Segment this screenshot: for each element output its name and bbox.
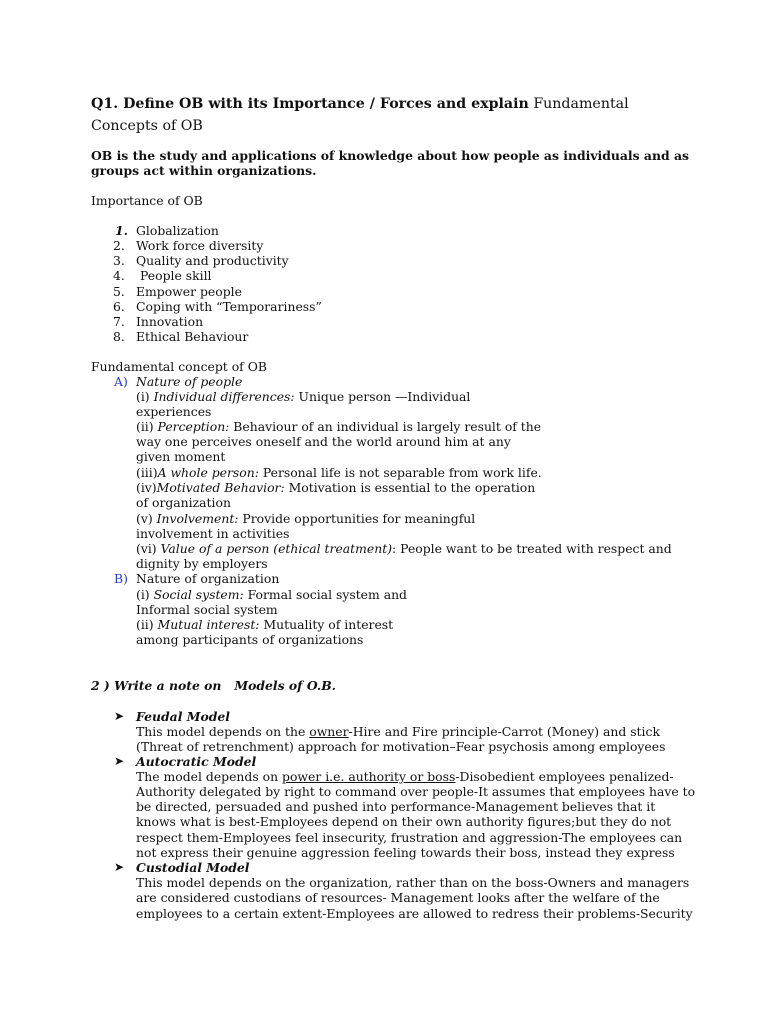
q2-title-part: 2 ) Write a note on: [91, 678, 222, 693]
item-term: Social system:: [153, 587, 244, 602]
list-number: 5.: [113, 284, 125, 299]
list-item: Coping with “Temporariness”: [136, 299, 322, 314]
concept-item-continuation: experiences: [136, 404, 212, 419]
importance-heading: Importance of OB: [91, 193, 203, 208]
concept-item-perception: [136, 419, 541, 434]
concept-item-continuation: dignity by employers: [136, 556, 268, 571]
custodial-model-title: Custodial Model: [136, 860, 250, 875]
q1-title-line2: Concepts of OB: [91, 118, 203, 134]
autocratic-model-line2: Authority delegated by right to command over people-It assumes that employees have to: [136, 784, 696, 799]
q1-title-rest: Fundamental: [533, 96, 629, 112]
item-text: Motivation is essential to the operation: [284, 480, 536, 495]
section-b-title: Nature of organization: [136, 571, 280, 586]
concept-item-value-of-person: [136, 541, 672, 556]
q2-title: [91, 678, 336, 693]
concept-item-social-system: [136, 587, 407, 602]
concept-item-continuation: among participants of organizations: [136, 632, 364, 647]
concept-item-motivated-behavior: [136, 480, 535, 495]
item-text: Formal social system and: [243, 587, 407, 602]
item-term: Mutual interest:: [157, 617, 260, 632]
item-number: (vi): [136, 541, 157, 556]
autocratic-model-line5: respect them-Employees feel insecurity, frustration and aggression-The employees can: [136, 830, 683, 845]
item-text: Unique person —Individual: [294, 389, 471, 404]
list-item: Quality and productivity: [136, 253, 289, 268]
autocratic-model-line3: be directed, persuaded and pushed into performance-Management believes that it: [136, 799, 656, 814]
list-number: 6.: [113, 299, 125, 314]
item-number: (v): [136, 511, 153, 526]
list-number: 4.: [113, 268, 125, 283]
item-term: Perception:: [157, 419, 230, 434]
item-number: (ii): [136, 617, 154, 632]
concept-item-whole-person: [136, 465, 542, 480]
list-number: 3.: [113, 253, 125, 268]
concept-item-individual-differences: [136, 389, 470, 404]
item-number: (i): [136, 389, 150, 404]
item-term: Value of a person (ethical treatment): [160, 541, 393, 556]
section-letter-a: A): [114, 374, 128, 389]
concept-item-continuation: way one perceives oneself and the world around him at any: [136, 434, 511, 449]
custodial-model-line2: are considered custodians of resources- Management looks after the welfare of the: [136, 890, 660, 905]
ob-definition-line1: OB is the study and applications of knowledge about how people as individuals and as: [91, 148, 689, 163]
autocratic-model-title: Autocratic Model: [136, 754, 257, 769]
list-item: Empower people: [136, 284, 242, 299]
item-term: Involvement:: [156, 511, 239, 526]
feudal-model-title: Feudal Model: [136, 709, 230, 724]
item-text: Provide opportunities for meaningful: [238, 511, 476, 526]
ob-definition-line2: groups act within organizations.: [91, 163, 317, 178]
list-item: People skill: [140, 268, 212, 283]
custodial-model-line3: employees to a certain extent-Employees are allowed to redress their problems-Security: [136, 906, 693, 921]
arrow-bullet-icon: ➤: [114, 754, 125, 768]
feudal-model-line2: (Threat of retrenchment) approach for motivation–Fear psychosis among employees: [136, 739, 666, 754]
q1-title-bold: Q1. Define OB with its Importance / Forces and explain: [91, 96, 529, 112]
section-a-title: Nature of people: [136, 374, 243, 389]
q2-title-part: Models of O.B.: [234, 678, 336, 693]
fundamental-heading: Fundamental concept of OB: [91, 359, 267, 374]
item-text: Personal life is not separable from work life.: [258, 465, 542, 480]
item-number: (iii): [136, 465, 158, 480]
list-number: 2.: [113, 238, 125, 253]
item-number: (iv): [136, 480, 157, 495]
custodial-model-line1: This model depends on the organization, rather than on the boss-Owners and managers: [136, 875, 690, 890]
concept-item-continuation: Informal social system: [136, 602, 278, 617]
concept-item-continuation: involvement in activities: [136, 526, 290, 541]
text-part: -Hire and Fire principle-Carrot (Money) and stick: [348, 724, 660, 739]
item-term: Individual differences:: [153, 389, 295, 404]
autocratic-model-line6: not express their genuine aggression feeling towards their boss, instead they express: [136, 845, 675, 860]
list-item: Globalization: [136, 223, 219, 238]
text-part: This model depends on the: [136, 724, 310, 739]
text-part: The model depends on: [136, 769, 283, 784]
concept-item-involvement: [136, 511, 475, 526]
text-part: -Disobedient employees penalized-: [455, 769, 674, 784]
list-item: Work force diversity: [136, 238, 264, 253]
concept-item-continuation: given moment: [136, 449, 226, 464]
arrow-bullet-icon: ➤: [114, 709, 125, 723]
list-number: 1.: [115, 223, 128, 238]
item-text: Behaviour of an individual is largely result of the: [229, 419, 542, 434]
item-term: Motivated Behavior:: [156, 480, 285, 495]
underlined-term: owner: [309, 724, 349, 739]
arrow-bullet-icon: ➤: [114, 860, 125, 874]
item-text: Mutuality of interest: [259, 617, 394, 632]
autocratic-model-line4: knows what is best-Employees depend on their own authority figures;but they do not: [136, 814, 672, 829]
list-number: 7.: [113, 314, 125, 329]
q1-title: [91, 93, 629, 137]
concept-item-continuation: of organization: [136, 495, 231, 510]
list-item: Innovation: [136, 314, 204, 329]
autocratic-model-line1: [136, 769, 674, 784]
list-item: Ethical Behaviour: [136, 329, 249, 344]
section-letter-b: B): [114, 571, 128, 586]
item-number: (ii): [136, 419, 154, 434]
item-term: A whole person:: [157, 465, 259, 480]
list-number: 8.: [113, 329, 125, 344]
feudal-model-line1: [136, 724, 660, 739]
item-number: (i): [136, 587, 150, 602]
underlined-term: power i.e. authority or boss: [282, 769, 456, 784]
item-text: : People want to be treated with respect and: [392, 541, 672, 556]
concept-item-mutual-interest: [136, 617, 393, 632]
